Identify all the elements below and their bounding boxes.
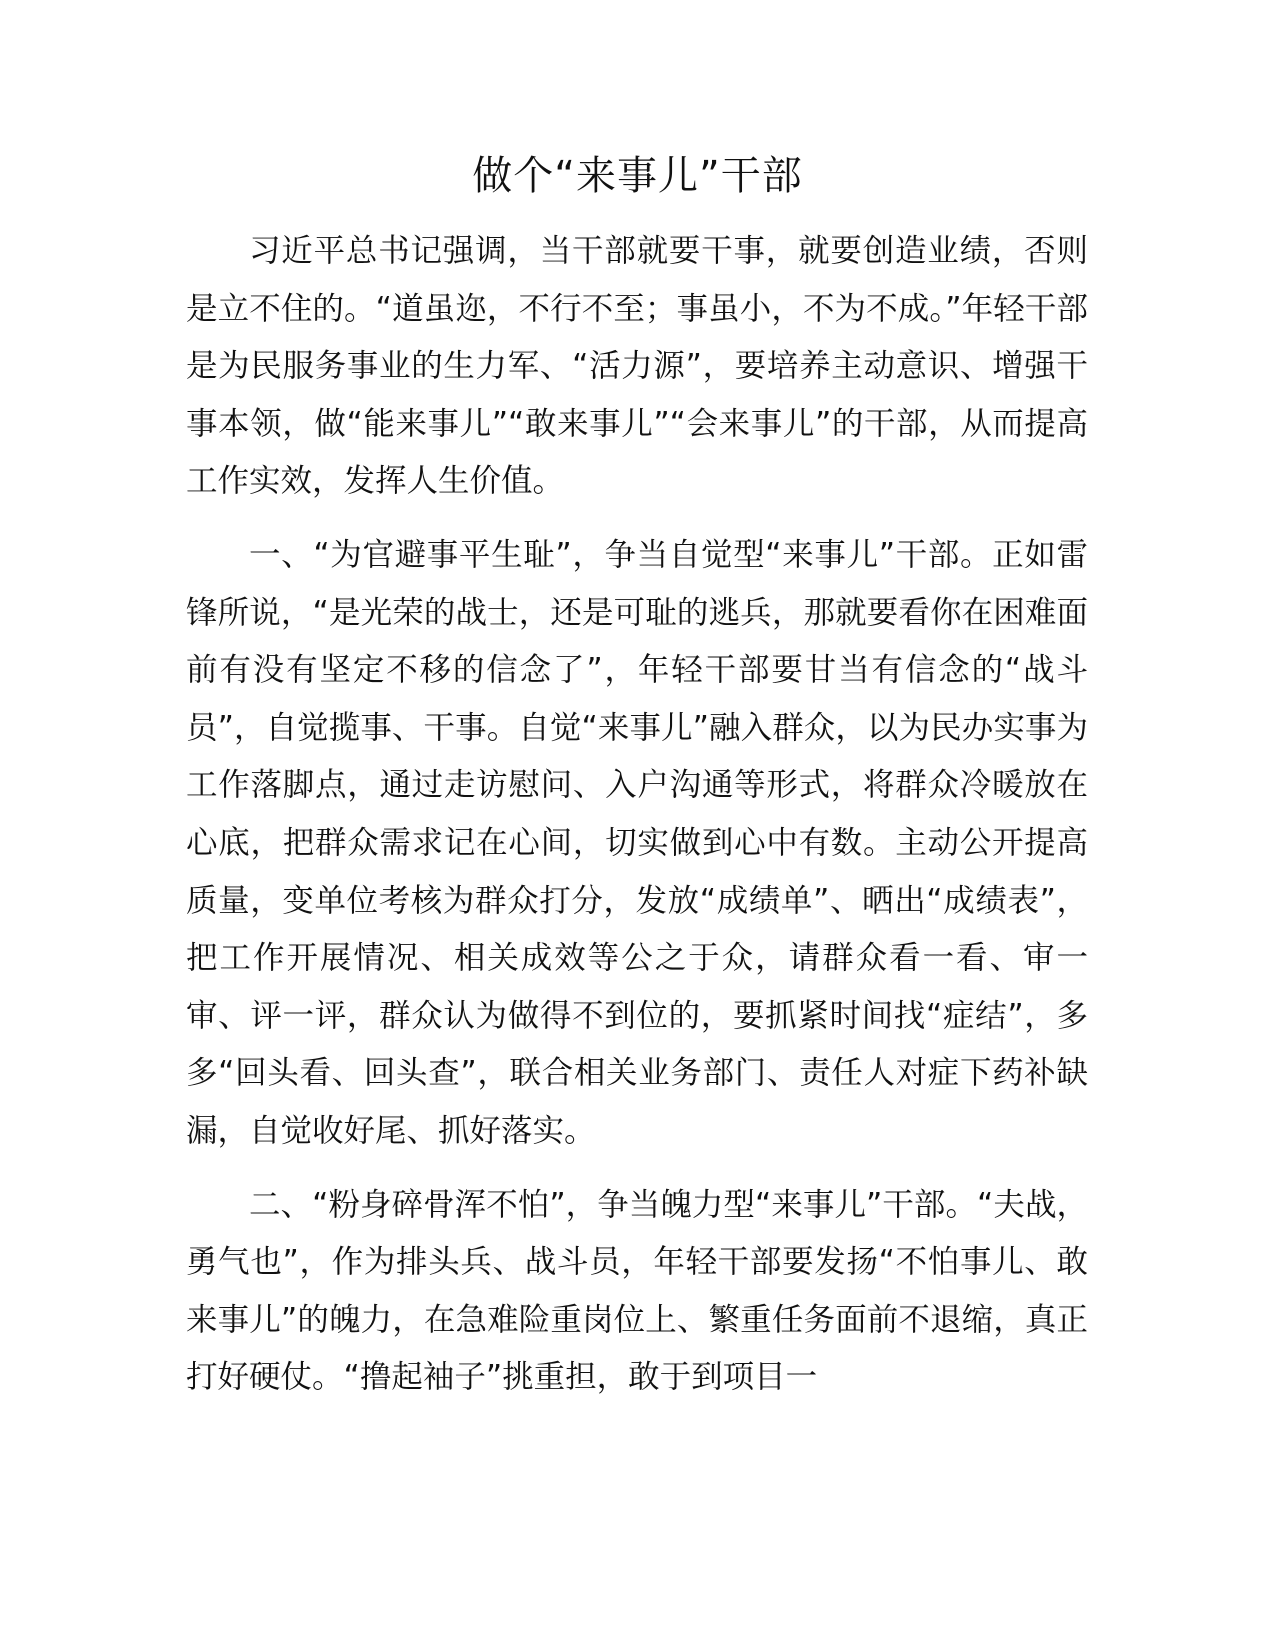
document-title: 做个“来事儿”干部 [472, 153, 803, 199]
paragraph-section-2: 二、“粉身碎骨浑不怕”，争当魄力型“来事儿”干部。“夫战，勇气也”，作为排头兵、战斗员，年轻干部要发扬“不怕事儿、敢来事儿”的魄力，在急难险重岗位上、繁重任务面前不退缩，真正打好硬仗。“撸起袖子”挑重担，敢于到项目一 [186, 1186, 1088, 1396]
paragraph-intro: 习近平总书记强调，当干部就要干事，就要创造业绩，否则是立不住的。“道虽迩，不行不至；事虽小，不为不成。”年轻干部是为民服务事业的生力军、“活力源”，要培养主动意识、增强干事本领，做“能来事儿”“敢来事儿”“会来事儿”的干部，从而提高工作实效，发挥人生价值。 [186, 233, 1088, 500]
document-body [186, 223, 1088, 1423]
paragraph-section-1: 一、“为官避事平生耻”，争当自觉型“来事儿”干部。正如雷锋所说，“是光荣的战士，还是可耻的逃兵，那就要看你在困难面前有没有坚定不移的信念了”，年轻干部要甘当有信念的“战斗员”，自觉揽事、干事。自觉“来事儿”融入群众，以为民办实事为工作落脚点，通过走访慰问、入户沟通等形式，将群众冷暖放在心底，把群众需求记在心间，切实做到心中有数。主动公开提高质量，变单位考核为群众打分，发放“成绩单”、晒出“成绩表”，把工作开展情况、相关成效等公之于众，请群众看一看、审一审、评一评，群众认为做得不到位的，要抓紧时间找“症结”，多多“回头看、回头查”，联合相关业务部门、责任人对症下药补缺漏，自觉收好尾、抓好落实。 [186, 536, 1088, 1149]
